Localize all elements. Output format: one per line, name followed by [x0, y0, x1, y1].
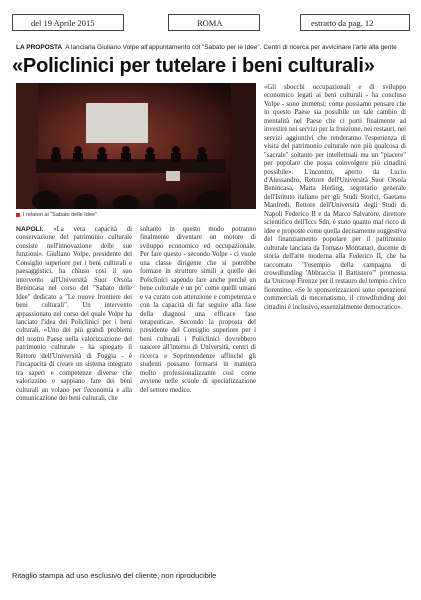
publication-date: del 19 Aprile 2015	[12, 14, 124, 31]
page-reference: estratto da pag. 12	[300, 14, 410, 31]
clipping-footer-note: Ritaglio stampa ad uso esclusivo del cliente, non riproducibile	[12, 571, 217, 580]
article-column-2	[140, 226, 256, 546]
projection-screen	[86, 103, 148, 143]
laptop	[166, 171, 180, 181]
column-2-text: soltanto in questo modo potranno finalmente diventare un motore di sviluppo economico ed occupazionale. Per fare questo - secondo Volpe - ci vuole una classe dirigente che si potrebbe formare in strutture simili a quelle dei Policlinici sapendo fare anche perché un bene culturale è un po' come quelli umani e va curato con attenzione e competenza e con la capacità di far seguire alla fase della diagnosi una efficace fase terapeutica». Secondo la proposta del presidente del Consiglio superiore per i beni culturali i Policlinici dovrebbero nascere all'interno di Università, centri di ricerca e Soprintendenze affinché gli studenti possano formarsi in maniera molto professionalizzante così come avviene nelle scuole di specializzazione del settore medico.	[140, 226, 256, 394]
conference-photo-illustration	[16, 83, 256, 209]
column-1-text: «La vera capacità di conservazione del patrimonio culturale consiste nell'innovazione delle sue funzioni». Giuliano Volpe, presidente del Consiglio superiore per i beni culturali e paesaggistici, ha chiuso così il suo intervento all'Università Suor Orsola Benincasa nel corso del "Sabato delle Idee" dedicato a "Le nuove frontiere dei beni culturali". Un intervento appassionato nel corso del quale Volpe ha lanciato l'idea dei Policlinici per i beni culturali. «Uno dei più grandi problemi del nostro Paese nella valorizzazione del patrimonio culturale - ha spiegato il Rettore dell'Università di Foggia - è l'incapacità di creare un sistema integrato tra saperi e competenze diverse che valorizzino e sappiano fare dei beni culturali un volano per l'economia e alla comunicazione dei beni culturali, che	[16, 226, 132, 403]
column-right-text: «Gli sbocchi occupazionali e di sviluppo economico legati ai beni culturali - ha concluso Volpe - sono immensi: come possiamo pensare che in questo Paese sia possibile un tale cambio di mentalità nel Paese che ci porti finalmente ad investire nei servizi per la fruizione, nei restauri, nei servizi aggiuntivi che renderanno l'esperienza di visita del patrimonio culturale non più qualcosa di "sacrale" soltanto per intellettuali ma un "piacere" per popolare che possa coinvolgere più cittadini possibile». L'incontro, aperto da Lucio d'Alessandro, Rettore dell'Università Suor Orsola Benincasa, Marta Herling, segretario generale dell'Istituto italiano per gli Studi Storici, Gaetano Manfredi, Rettore dell'Università degli Studi di Napoli Federico II e da Marco Salvatore, direttore scientifico dell'Iccs Sdn, è stato quanto mai ricco di idee e proposte come quella decisamente suggestiva del finanziamento popolare per il patrimonio culturale lanciata da Tomaso Montanari, docente di storia dell'arte moderna alla Federico II, che ha raccontato "l'esempio della campagna di crowdfunding 'Abbraccia il Battistero'" promossa da Unicoop Firenze per il restauro del tempio civico fiorentino. «Se le sponsorizzazioni sono operazioni commerciali di mecenatismo, il crowdfunding dei cittadini è inclusivo, essenzialmente democratico».	[264, 84, 406, 311]
article-headline: «Policlinici per tutelare i beni culturali»	[12, 55, 375, 77]
caption-text: I relatori al "Sabato delle Idee"	[23, 212, 97, 218]
photo-background	[16, 83, 256, 209]
publication-name: ROMA	[168, 14, 260, 31]
article-kicker	[16, 44, 408, 52]
photo-caption	[16, 212, 256, 219]
caption-marker-icon	[16, 213, 20, 217]
kicker-tag: LA PROPOSTA	[16, 44, 63, 51]
article-photo	[16, 83, 256, 209]
right-wall	[231, 83, 256, 209]
clipping-header	[0, 0, 421, 38]
left-wall	[16, 83, 38, 209]
article-column-1	[16, 226, 132, 546]
dateline: NAPOLI.	[16, 226, 44, 233]
article-column-right	[264, 84, 406, 546]
kicker-text: A lanciarla Giuliano Volpe all'appuntamento col "Sabato per le Idee". Centri di ricerca per avvicinare l'arte alla gente	[65, 44, 397, 51]
